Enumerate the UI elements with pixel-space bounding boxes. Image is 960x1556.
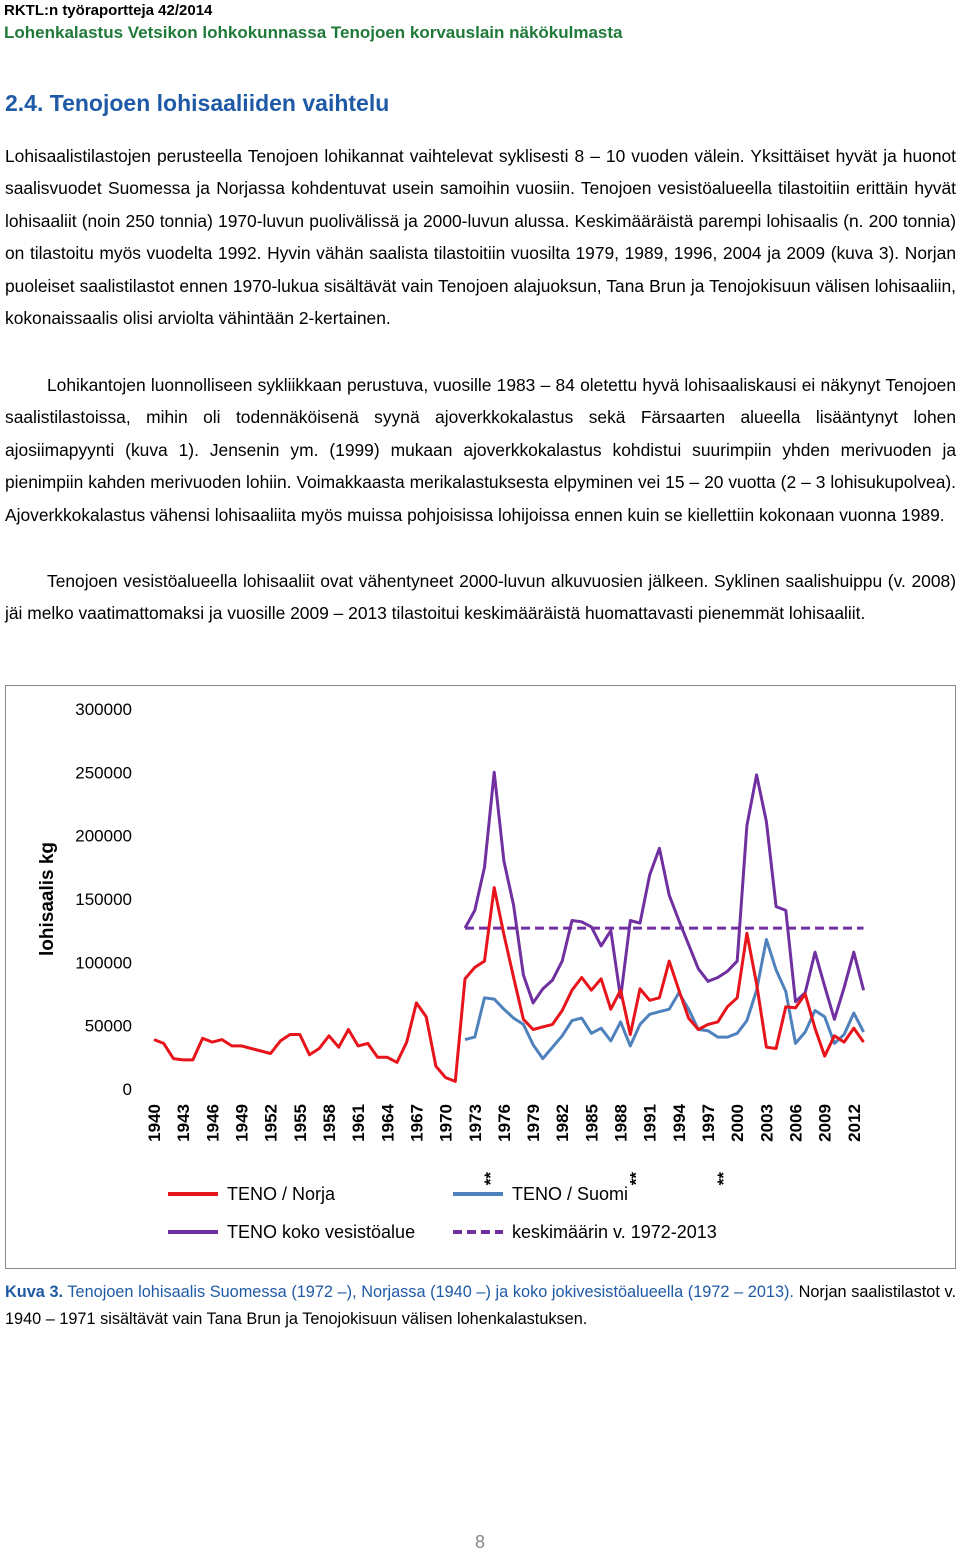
x-tick-label: 1976 [494,1104,514,1142]
x-tick-label: 1994 [669,1104,689,1142]
caption-text-2: Norjan saalistilastot v. 1940 – 1971 sisältävät vain Tana Brun ja Tenojokisuun välisen lohenkalastuksen. [5,1283,956,1328]
y-tick-label: 50000 [84,1016,132,1036]
legend-suomi-label: TENO / Suomi [512,1184,629,1204]
paragraph-1: Lohisaalistilastojen perusteella Tenojoen lohikannat vaihtelevat syklisesti 8 – 10 vuoden välein. Yksittäiset hyvät ja huonot saalisvuodet Suomessa ja Norjassa kohdentuvat usein samoihin vuosiin. Tenojoen vesistöalueella tilastoitiin erittäin hyvät lohisaaliit (noin 250 tonnia) 1970-luvun puolivälissä ja 2000-luvun alussa. Keskimääräistä parempi lohisaalis (n. 200 tonnia) on tilastoitu myös vuodelta 1992. Hyvin vähän saalista tilastoitiin vuosilta 1979, 1989, 1996, 2004 ja 2009 (kuva 3). Norjan puoleiset saalistilastot ennen 1970-lukua sisältävät vain Tenojoen alajuoksun, Tana Brun ja Tenojokisuun välisen lohisaaliin, kokonaissaalis olisi arviolta vähintään 2-kertainen. [5,146,956,329]
x-tick-label: 1961 [349,1104,369,1142]
x-tick-label: 2012 [844,1104,864,1142]
x-tick-label: 1967 [407,1104,427,1142]
x-tick-label: 1985 [582,1104,602,1142]
x-tick-label: 1982 [553,1104,573,1142]
x-tick-label: 1988 [611,1104,631,1142]
paragraph-2: Lohikantojen luonnolliseen sykliikkaan perustuva, vuosille 1983 – 84 oletettu hyvä lohisaaliskausi ei näkynyt Tenojoen saalistilastoissa, mihin oli todennäköisenä syynä ajoverkkokalastus sekä Färsaarten alueella lisääntynyt lohen ajosiimapyynti (kuva 1). Jensenin ym. (1999) mukaan ajoverkkokalastus kohdistui suurimpiin yhden merivuoden ja pienimpiin kahden merivuoden lohiin. Voimakkaasta merikalastuksesta elpyminen vei 15 – 20 vuotta (2 – 3 lohisukupolvea). Ajoverkkokalastus vähensi lohisaaliita myös muissa pohjoisissa lohijoissa ennen kuin se kiellettiin kokonaan vuonna 1989. [5,375,956,525]
y-tick-label: 250000 [75,763,132,783]
chart-frame [5,685,956,1269]
paragraph-3: Tenojoen vesistöalueella lohisaaliit ovat vähentyneet 2000-luvun alkuvuosien jälkeen. Syklinen saalishuippu (v. 2008) jäi melko vaatimattomaksi ja vuosille 2009 – 2013 tilastoitui keskimääräistä huomattavasti pienemmät lohisaaliit. [5,571,956,624]
caption-text-1: Tenojoen lohisaalis Suomessa (1972 –), Norjassa (1940 –) ja koko jokivesistöalueella (1972 – 2013). [63,1283,794,1301]
report-series: RKTL:n työraportteja 42/2014 [4,2,213,19]
x-tick-label: 1970 [436,1104,456,1142]
x-tick-label: 1952 [261,1104,281,1142]
x-tick-label: 1997 [699,1104,719,1142]
section-title: 2.4. Tenojoen lohisaaliiden vaihtelu [5,90,390,116]
y-tick-label: 150000 [75,890,132,909]
x-tick-label: 2009 [815,1104,835,1142]
caption-label: Kuva 3. [5,1283,64,1301]
figure-caption [5,1279,956,1333]
x-tick-star: ** [626,1172,646,1186]
x-tick-label: 1943 [174,1104,194,1142]
legend-average-label: keskimäärin v. 1972-2013 [512,1222,717,1242]
x-tick-label: 1940 [145,1104,164,1142]
y-tick-label: 0 [122,1080,132,1099]
y-tick-label: 200000 [75,826,132,846]
page-number: 8 [474,1532,485,1552]
catch-line-chart [6,686,955,1268]
x-tick-label: 1946 [203,1104,223,1142]
x-tick-label: 2003 [757,1104,777,1142]
x-tick-label: 1991 [640,1104,660,1142]
legend-koko-label: TENO koko vesistöalue [227,1222,416,1242]
y-tick-label: 100000 [75,953,132,973]
x-tick-label: 2000 [728,1104,748,1142]
legend-norja-label: TENO / Norja [227,1184,336,1204]
x-tick-label: 2006 [786,1104,806,1142]
report-subtitle: Lohenkalastus Vetsikon lohkokunnassa Tenojoen korvauslain näkökulmasta [4,23,623,42]
series-suomi-line [465,940,864,1059]
x-tick-label: 1973 [465,1104,485,1142]
x-tick-star: ** [714,1172,734,1186]
y-axis-label: lohisaalis kg [37,841,58,957]
x-tick-label: 1979 [524,1104,544,1142]
x-tick-label: 1955 [290,1104,310,1142]
x-tick-label: 1964 [378,1104,398,1142]
series-norja-line [154,888,864,1082]
y-tick-label: 300000 [75,700,132,719]
x-tick-star: ** [480,1172,500,1186]
x-tick-label: 1949 [232,1104,252,1142]
x-tick-label: 1958 [319,1104,339,1142]
